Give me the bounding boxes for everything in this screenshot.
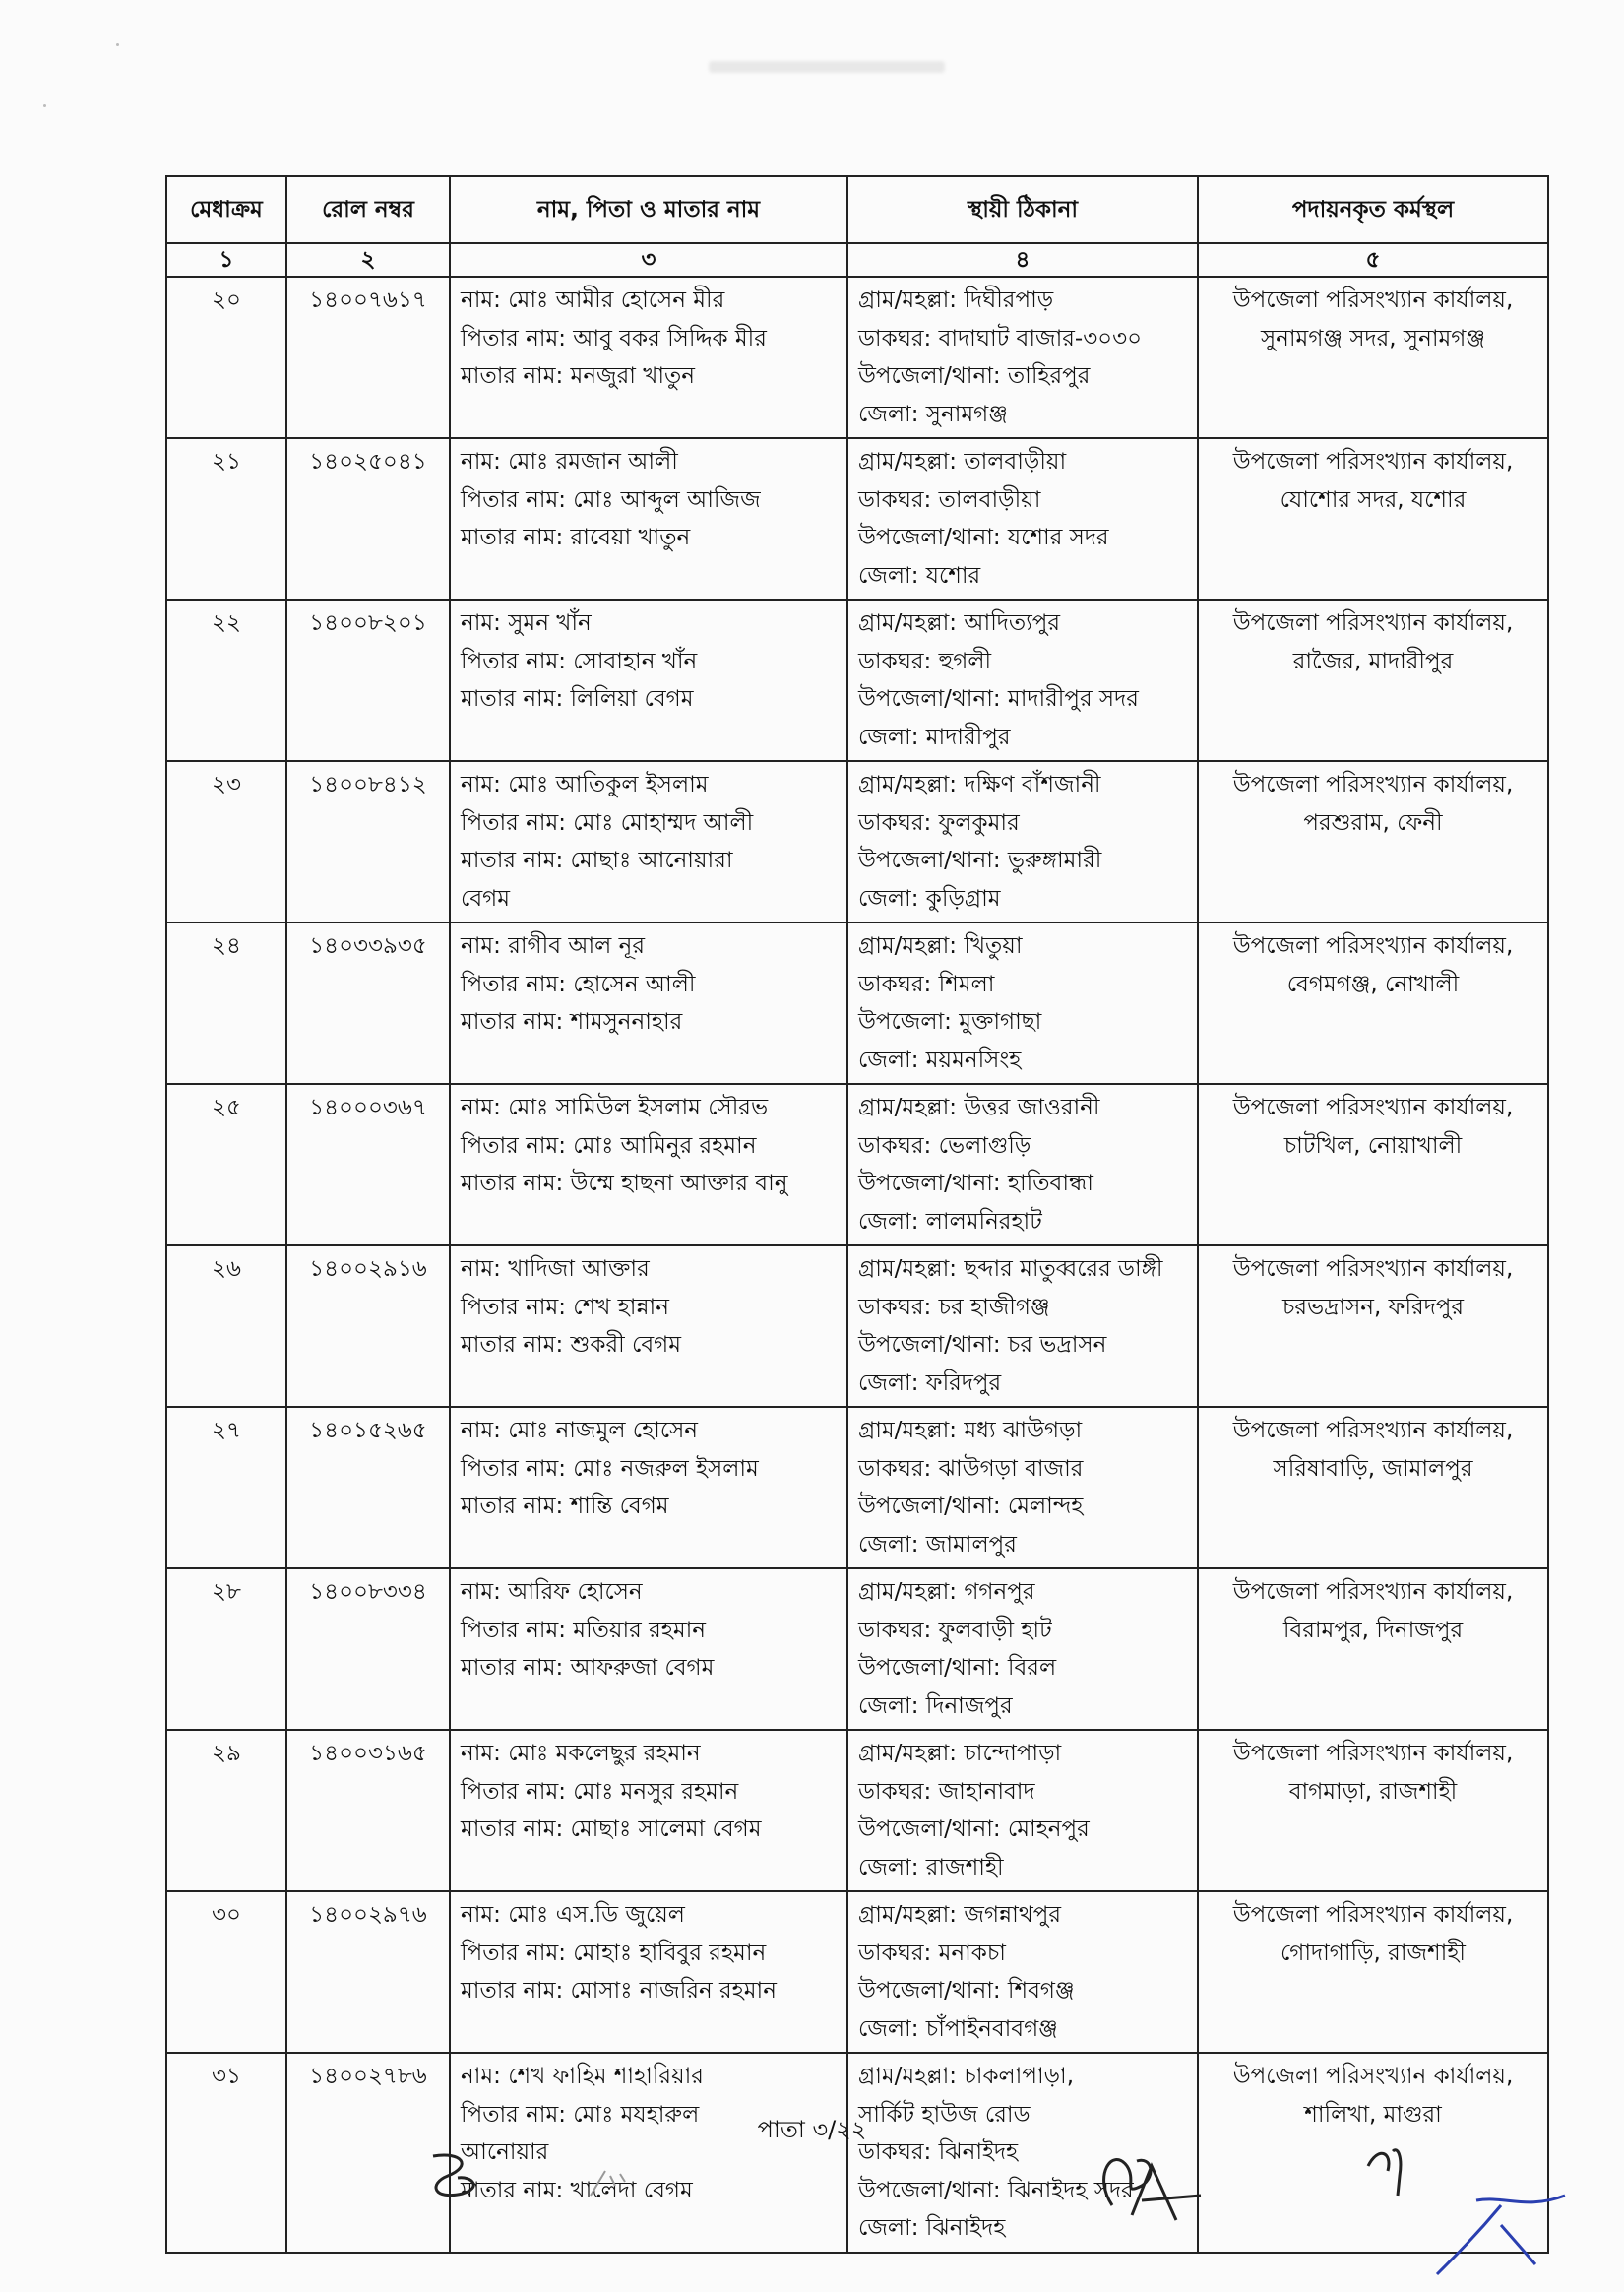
posting-cell	[1198, 1245, 1548, 1407]
address-line: জেলা: জামালপুর	[858, 1531, 1017, 1558]
serial-cell: ২৪	[166, 923, 286, 1084]
signature-initial-1	[413, 2146, 502, 2205]
serial-cell: ৩০	[166, 1891, 286, 2053]
posting-line: উপজেলা পরিসংখ্যান কার্যালয়,	[1232, 449, 1514, 475]
name-line: মাতার নাম: মোছাঃ আনোয়ারা	[461, 848, 733, 873]
address-line: গ্রাম/মহল্লা: উত্তর জাওরানী	[858, 1095, 1100, 1120]
posting-line: চাটখিল, নোয়াখালী	[1283, 1132, 1463, 1159]
address-line: উপজেলা/থানা: বিরল	[858, 1655, 1057, 1681]
signature-2	[1083, 2127, 1220, 2245]
address-line: জেলা: ঝিনাইদহ	[858, 2215, 1006, 2241]
table-row	[166, 1407, 1548, 1568]
posting-line: উপজেলা পরিসংখ্যান কার্যালয়,	[1232, 2064, 1514, 2089]
table-row	[166, 1084, 1548, 1245]
signature-mark-faint	[581, 2156, 640, 2205]
serial-cell: ২৬	[166, 1245, 286, 1407]
col-header-names: নাম, পিতা ও মাতার নাম	[450, 176, 847, 243]
address-line: ডাকঘর: শিমলা	[858, 971, 995, 997]
name-line: আনোয়ার	[461, 2139, 549, 2165]
names-cell	[450, 1568, 847, 1730]
posting-cell	[1198, 923, 1548, 1084]
address-line: ডাকঘর: ঝিনাইদহ	[858, 2139, 1019, 2165]
address-line: গ্রাম/মহল্লা: চাকলাপাড়া,	[858, 2064, 1075, 2089]
address-cell	[847, 1407, 1198, 1568]
address-line: জেলা: কুড়িগ্রাম	[858, 885, 1001, 912]
posting-line: উপজেলা পরিসংখ্যান কার্যালয়,	[1232, 1256, 1514, 1282]
name-line: নাম: খাদিজা আক্তার	[461, 1256, 650, 1282]
posting-cell	[1198, 1084, 1548, 1245]
names-cell	[450, 277, 847, 438]
names-cell	[450, 1245, 847, 1407]
serial-cell: ২২	[166, 600, 286, 761]
posting-line: উপজেলা পরিসংখ্যান কার্যালয়,	[1232, 1902, 1514, 1928]
posting-line: সরিষাবাড়ি, জামালপুর	[1273, 1455, 1473, 1482]
table-row	[166, 2053, 1548, 2253]
table-row	[166, 1568, 1548, 1730]
name-line: নাম: মোঃ রমজান আলী	[461, 449, 678, 475]
address-line: গ্রাম/মহল্লা: খিতুয়া	[858, 933, 1023, 959]
faint-header-mark	[709, 61, 945, 73]
names-cell	[450, 1730, 847, 1891]
address-cell	[847, 761, 1198, 923]
address-line: জেলা: ময়মনসিংহ	[858, 1047, 1022, 1073]
names-cell	[450, 923, 847, 1084]
address-line: গ্রাম/মহল্লা: দিঘীরপাড়	[858, 287, 1054, 313]
roll-cell: ১৪০০২৭৮৬	[286, 2053, 450, 2253]
name-line: বেগম	[461, 885, 510, 912]
address-cell	[847, 923, 1198, 1084]
address-line: ডাকঘর: ফুলবাড়ী হাট	[858, 1617, 1052, 1643]
serial-cell: ২১	[166, 438, 286, 600]
name-line: নাম: মোঃ সামিউল ইসলাম সৌরভ	[461, 1095, 769, 1120]
table-row	[166, 277, 1548, 438]
name-line: পিতার নাম: মোঃ মোহাম্মদ আলী	[461, 809, 754, 836]
posting-line: গোদাগাড়ি, রাজশাহী	[1280, 1940, 1467, 1966]
roll-cell: ১৪০০৮৩৩৪	[286, 1568, 450, 1730]
roll-cell: ১৪০০৭৬১৭	[286, 277, 450, 438]
table-row	[166, 1730, 1548, 1891]
name-line: মাতার নাম: শান্তি বেগম	[461, 1494, 669, 1519]
address-line: উপজেলা/থানা: তাহিরপুর	[858, 363, 1091, 389]
address-line: গ্রাম/মহল্লা: তালবাড়ীয়া	[858, 449, 1067, 475]
names-cell	[450, 1891, 847, 2053]
name-line: মাতার নাম: শামসুননাহার	[461, 1009, 683, 1035]
posting-line: শালিখা, মাগুরা	[1304, 2101, 1442, 2128]
name-line: পিতার নাম: সোবাহান খাঁন	[461, 648, 698, 674]
name-line: মাতার নাম: মনজুরা খাতুন	[461, 363, 696, 389]
col-number: ৪	[847, 243, 1198, 277]
name-line: পিতার নাম: মোঃ মনসুর রহমান	[461, 1778, 739, 1805]
address-line: উপজেলা/থানা: ঝিনাইদহ সদর	[858, 2177, 1134, 2203]
posting-cell	[1198, 1730, 1548, 1891]
roll-cell: ১৪০০২৯১৬	[286, 1245, 450, 1407]
col-number: ২	[286, 243, 450, 277]
name-line: পিতার নাম: মোঃ মযহারুল	[461, 2101, 700, 2128]
table-row	[166, 600, 1548, 761]
name-line: মাতার নাম: মোছাঃ সালেমা বেগম	[461, 1816, 762, 1842]
name-line: পিতার নাম: আবু বকর সিদ্দিক মীর	[461, 325, 767, 351]
name-line: নাম: মোঃ মকলেছুর রহমান	[461, 1741, 701, 1766]
address-line: ডাকঘর: হুগলী	[858, 648, 992, 674]
address-cell	[847, 1245, 1198, 1407]
address-line: গ্রাম/মহল্লা: গগনপুর	[858, 1579, 1035, 1605]
signature-blue	[1417, 2166, 1604, 2292]
name-line: মাতার নাম: মোসাঃ নাজরিন রহমান	[461, 1978, 777, 2004]
name-line: পিতার নাম: হোসেন আলী	[461, 971, 696, 997]
roll-cell: ১৪০০৮২০১	[286, 600, 450, 761]
col-header-serial: মেধাক্রম	[166, 176, 286, 243]
names-cell	[450, 2053, 847, 2253]
roll-cell: ১৪০০৩১৬৫	[286, 1730, 450, 1891]
address-line: গ্রাম/মহল্লা: দক্ষিণ বাঁশজানী	[858, 772, 1101, 797]
address-line: ডাকঘর: বাদাঘাট বাজার-৩০৩০	[858, 325, 1143, 351]
name-line: নাম: আরিফ হোসেন	[461, 1579, 643, 1605]
posting-line: উপজেলা পরিসংখ্যান কার্যালয়,	[1232, 772, 1514, 797]
names-cell	[450, 1407, 847, 1568]
address-line: জেলা: মাদারীপুর	[858, 724, 1011, 750]
address-line: ডাকঘর: জাহানাবাদ	[858, 1778, 1035, 1805]
address-line: জেলা: ফরিদপুর	[858, 1369, 1002, 1396]
serial-cell: ২৮	[166, 1568, 286, 1730]
table-row	[166, 1245, 1548, 1407]
posting-line: পরশুরাম, ফেনী	[1303, 809, 1443, 836]
serial-cell: ২৯	[166, 1730, 286, 1891]
address-cell	[847, 1891, 1198, 2053]
address-line: জেলা: চাঁপাইনবাবগঞ্জ	[858, 2015, 1058, 2042]
posting-line: রাজৈর, মাদারীপুর	[1292, 648, 1454, 674]
serial-cell: ২৩	[166, 761, 286, 923]
address-line: জেলা: রাজশাহী	[858, 1854, 1004, 1880]
posting-line: যোশোর সদর, যশোর	[1280, 486, 1467, 513]
address-cell	[847, 438, 1198, 600]
name-line: পিতার নাম: মতিয়ার রহমান	[461, 1617, 707, 1643]
address-line: গ্রাম/মহল্লা: ছব্দার মাতুব্বরের ডাঙ্গী	[858, 1256, 1163, 1282]
col-header-posting: পদায়নকৃত কর্মস্থল	[1198, 176, 1548, 243]
name-line: পিতার নাম: মোঃ আব্দুল আজিজ	[461, 486, 761, 513]
posting-line: উপজেলা পরিসংখ্যান কার্যালয়,	[1232, 1418, 1514, 1443]
address-line: উপজেলা/থানা: ভুরুঙ্গামারী	[858, 848, 1102, 873]
posting-cell	[1198, 1407, 1548, 1568]
col-number: ৩	[450, 243, 847, 277]
name-line: পিতার নাম: শেখ হান্নান	[461, 1294, 669, 1320]
address-cell	[847, 1730, 1198, 1891]
address-cell	[847, 600, 1198, 761]
header-row	[166, 176, 1548, 243]
name-line: নাম: মোঃ আমীর হোসেন মীর	[461, 287, 725, 313]
serial-cell: ৩১	[166, 2053, 286, 2253]
name-line: নাম: মোঃ আতিকুল ইসলাম	[461, 772, 709, 797]
table-row	[166, 438, 1548, 600]
name-line: মাতার নাম: আফরুজা বেগম	[461, 1655, 715, 1681]
posting-line: উপজেলা পরিসংখ্যান কার্যালয়,	[1232, 1741, 1514, 1766]
name-line: পিতার নাম: মোহাঃ হাবিবুর রহমান	[461, 1940, 767, 1966]
scan-speck	[43, 104, 46, 107]
address-line: ডাকঘর: ভেলাগুড়ি	[858, 1132, 1031, 1159]
name-line: পিতার নাম: মোঃ আমিনুর রহমান	[461, 1132, 757, 1159]
address-cell	[847, 277, 1198, 438]
address-line: ডাকঘর: মনাকচা	[858, 1940, 1006, 1966]
col-header-roll: রোল নম্বর	[286, 176, 450, 243]
table-row	[166, 923, 1548, 1084]
names-cell	[450, 438, 847, 600]
posting-cell	[1198, 761, 1548, 923]
posting-cell	[1198, 1891, 1548, 2053]
posting-line: উপজেলা পরিসংখ্যান কার্যালয়,	[1232, 1095, 1514, 1120]
address-line: ডাকঘর: চর হাজীগঞ্জ	[858, 1294, 1050, 1320]
posting-cell	[1198, 1568, 1548, 1730]
serial-cell: ২৭	[166, 1407, 286, 1568]
posting-cell	[1198, 438, 1548, 600]
table-body	[166, 277, 1548, 2253]
name-line: নাম: রাগীব আল নূর	[461, 933, 645, 959]
name-line: মাতার নাম: লিলিয়া বেগম	[461, 686, 694, 712]
posting-cell	[1198, 277, 1548, 438]
address-line: উপজেলা/থানা: মোহনপুর	[858, 1816, 1090, 1842]
serial-cell: ২৫	[166, 1084, 286, 1245]
address-line: গ্রাম/মহল্লা: জগন্নাথপুর	[858, 1902, 1061, 1928]
roll-cell: ১৪০০৮৪১২	[286, 761, 450, 923]
posting-line: বেগমগঞ্জ, নোখালী	[1286, 971, 1460, 997]
roll-cell: ১৪০০২৯৭৬	[286, 1891, 450, 2053]
roll-cell: ১৪০১৫২৬৫	[286, 1407, 450, 1568]
name-line: নাম: মোঃ এস.ডি জুয়েল	[461, 1902, 685, 1928]
name-line: মাতার নাম: শুকরী বেগম	[461, 1332, 681, 1358]
address-line: উপজেলা: মুক্তাগাছা	[858, 1009, 1042, 1035]
address-line: ডাকঘর: তালবাড়ীয়া	[858, 486, 1041, 513]
address-line: উপজেলা/থানা: চর ভদ্রাসন	[858, 1332, 1107, 1358]
posting-line: চরভদ্রাসন, ফরিদপুর	[1281, 1294, 1465, 1320]
posting-line: সুনামগঞ্জ সদর, সুনামগঞ্জ	[1260, 325, 1486, 351]
signature-initial-3	[1358, 2136, 1417, 2205]
address-line: উপজেলা/থানা: মাদারীপুর সদর	[858, 686, 1139, 712]
address-line: উপজেলা/থানা: শিবগঞ্জ	[858, 1978, 1075, 2004]
roll-cell: ১৪০৩৩৯৩৫	[286, 923, 450, 1084]
names-cell	[450, 600, 847, 761]
address-line: ডাকঘর: ফুলকুমার	[858, 809, 1020, 836]
scan-speck	[116, 43, 119, 46]
address-cell	[847, 1084, 1198, 1245]
address-line: উপজেলা/থানা: হাতিবান্ধা	[858, 1171, 1093, 1196]
address-line: ডাকঘর: ঝাউগড়া বাজার	[858, 1455, 1084, 1482]
name-line: মাতার নাম: উম্মে হাছনা আক্তার বানু	[461, 1171, 788, 1196]
column-number-row	[166, 243, 1548, 277]
address-line: জেলা: লালমনিরহাট	[858, 1208, 1042, 1235]
posting-cell	[1198, 600, 1548, 761]
names-cell	[450, 1084, 847, 1245]
address-line: গ্রাম/মহল্লা: আদিত্যপুর	[858, 610, 1061, 636]
table-row	[166, 761, 1548, 923]
address-line: জেলা: যশোর	[858, 562, 981, 589]
serial-cell: ২০	[166, 277, 286, 438]
col-number: ১	[166, 243, 286, 277]
address-line: জেলা: দিনাজপুর	[858, 1692, 1013, 1719]
posting-line: বিরামপুর, দিনাজপুর	[1282, 1617, 1464, 1643]
address-line: গ্রাম/মহল্লা: চান্দোপাড়া	[858, 1741, 1062, 1766]
col-header-address: স্থায়ী ঠিকানা	[847, 176, 1198, 243]
table-row	[166, 1891, 1548, 2053]
name-line: নাম: মোঃ নাজমুল হোসেন	[461, 1418, 699, 1443]
address-line: সার্কিট হাউজ রোড	[858, 2101, 1031, 2128]
name-line: মাতার নাম: খালেদা বেগম	[461, 2177, 693, 2203]
posting-line: উপজেলা পরিসংখ্যান কার্যালয়,	[1232, 287, 1514, 313]
name-line: নাম: শেখ ফাহিম শাহারিয়ার	[461, 2064, 704, 2089]
name-line: পিতার নাম: মোঃ নজরুল ইসলাম	[461, 1455, 759, 1482]
col-number: ৫	[1198, 243, 1548, 277]
merit-list-table	[165, 175, 1549, 2254]
address-cell	[847, 1568, 1198, 1730]
roll-cell: ১৪০২৫০৪১	[286, 438, 450, 600]
address-line: উপজেলা/থানা: মেলান্দহ	[858, 1494, 1084, 1519]
roll-cell: ১৪০০০৩৬৭	[286, 1084, 450, 1245]
names-cell	[450, 761, 847, 923]
name-line: মাতার নাম: রাবেয়া খাতুন	[461, 525, 691, 550]
posting-line: উপজেলা পরিসংখ্যান কার্যালয়,	[1232, 933, 1514, 959]
address-line: জেলা: সুনামগঞ্জ	[858, 401, 1008, 427]
posting-line: উপজেলা পরিসংখ্যান কার্যালয়,	[1232, 1579, 1514, 1605]
address-line: উপজেলা/থানা: যশোর সদর	[858, 525, 1109, 550]
page-number: পাতা ৩/২২	[757, 2116, 867, 2143]
name-line: নাম: সুমন খাঁন	[461, 610, 592, 636]
posting-line: উপজেলা পরিসংখ্যান কার্যালয়,	[1232, 610, 1514, 636]
address-line: গ্রাম/মহল্লা: মধ্য ঝাউগড়া	[858, 1418, 1083, 1443]
posting-line: বাগমাড়া, রাজশাহী	[1288, 1778, 1458, 1805]
